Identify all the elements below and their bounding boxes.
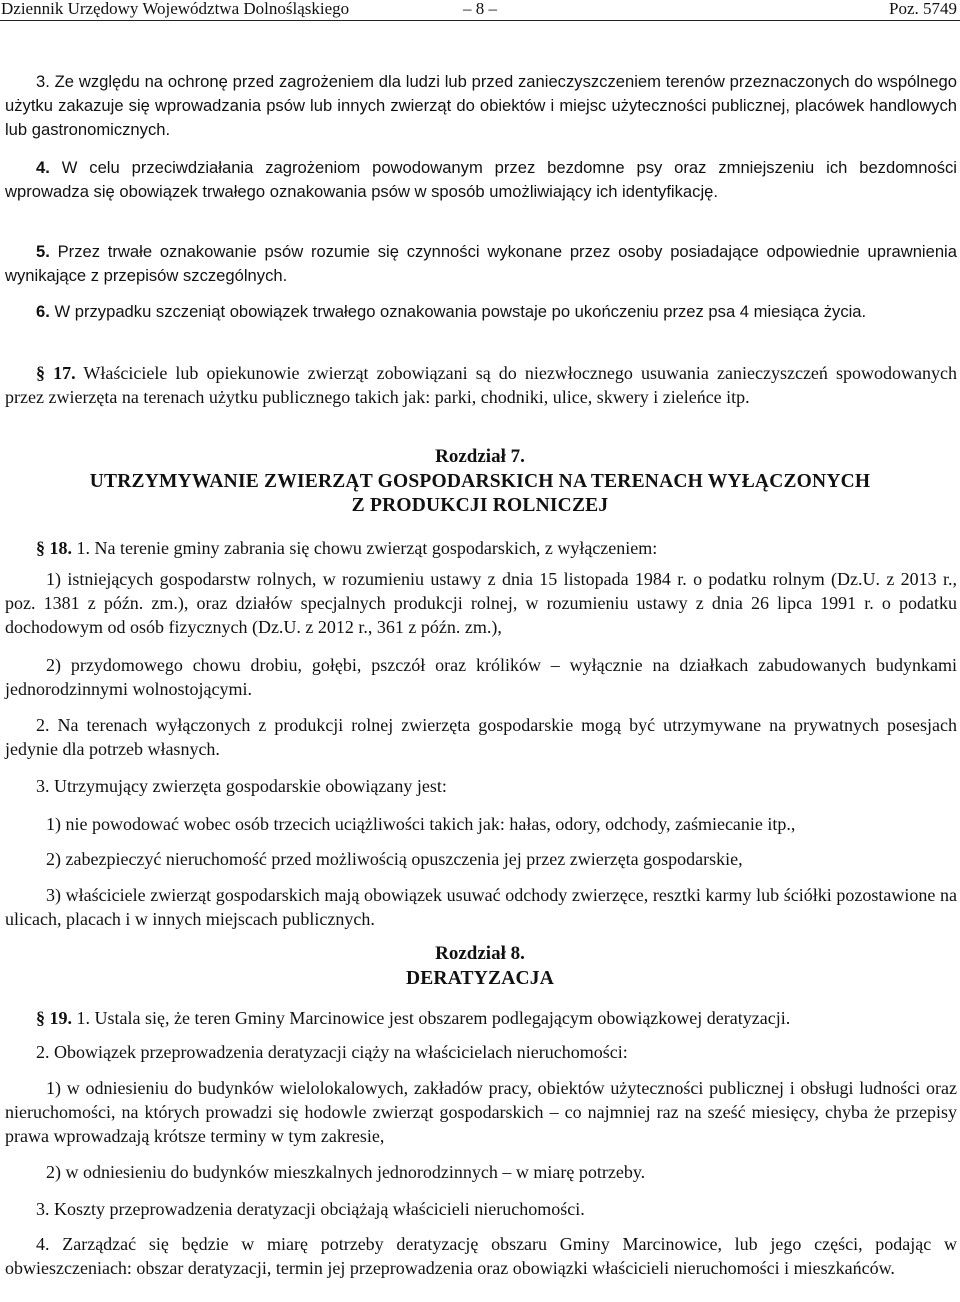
section-19-paragraph-3: 3. Koszty przeprowadzenia deratyzacji obciążają właścicieli nieruchomości. [36,1199,585,1219]
chapter-8-heading: DERATYZACJA [405,968,555,989]
paragraph-5 [5,240,957,288]
journal-title: Dziennik Urzędowy Województwa Dolnośląskiego [1,0,350,18]
section-19-paragraph-2-item-2: 2) w odniesieniu do budynków mieszkalnych jednorodzinnych – w miarę potrzeby. [46,1162,646,1182]
chapter-7-heading-line2: Z PRODUKCJI ROLNICZEJ [351,495,609,516]
section-text: 1. Na terenie gminy zabrania się chowu zwierząt gospodarskich, z wyłączeniem: [76,538,658,558]
page-number: – 8 – [463,0,497,18]
paragraph-text: Ze względu na ochronę przed zagrożeniem dla ludzi lub przed zanieczyszczeniem terenów przeznaczonych do wspólnego użytku zakazuje się wprowadzania psów lub innych zwierząt do obiektów i miejsc użyteczności publicznej, placówek handlowych lub gastronomicznych. [5,72,957,139]
section-number: § 17. [36,363,76,383]
paragraph-number: 4. [36,158,50,177]
section-number: § 18. [36,538,72,558]
section-17 [5,361,957,409]
paragraph-6 [5,300,957,324]
paragraph-number: 5. [36,242,50,261]
section-18 [5,536,957,560]
section-19-paragraph-2-item-1: 1) w odniesieniu do budynków wielolokalowych, zakładów pracy, obiektów użyteczności publicznej i obsługi ludności oraz nieruchomości, na których prowadzi się hodowle zwierząt gospodarskich – co najmniej raz na sześć miesięcy, chyba że przepisy prawa wprowadzają krótsze terminy w tym zakresie, [5,1078,957,1146]
chapter-8-title: Rozdział 8. [435,943,525,964]
section-number: § 19. [36,1008,72,1028]
section-19-paragraph-2: 2. Obowiązek przeprowadzenia deratyzacji ciąży na właścicielach nieruchomości: [36,1042,628,1062]
page-header [0,0,960,21]
section-18-item-2: 2) przydomowego chowu drobiu, gołębi, pszczół oraz królików – wyłącznie na działkach zabudowanych budynkami jednorodzinnymi wolnostojącymi. [5,655,957,699]
section-19-paragraph-4: 4. Zarządzać się będzie w miarę potrzeby deratyzację obszaru Gminy Marcinowice, lub jego części, podając w obwieszczeniach: obszar deratyzacji, termin jej przeprowadzenia oraz obowiązki właścicieli nieruchomości i mieszkańców. [5,1234,957,1278]
section-text: 1. Ustala się, że teren Gminy Marcinowice jest obszarem podlegającym obowiązkowej deratyzacji. [76,1008,791,1028]
paragraph-number: 3. [36,72,50,91]
section-18-paragraph-3: 3. Utrzymujący zwierzęta gospodarskie obowiązany jest: [36,776,447,796]
section-18-paragraph-2: 2. Na terenach wyłączonych z produkcji rolnej zwierzęta gospodarskie mogą być utrzymywane na prywatnych posesjach jedynie dla potrzeb własnych. [5,715,957,759]
position-number: Poz. 5749 [889,0,957,18]
chapter-7-title: Rozdział 7. [435,446,525,467]
section-18-paragraph-3-item-2: 2) zabezpieczyć nieruchomość przed możliwością opuszczenia jej przez zwierzęta gospodarskie, [46,849,743,869]
section-18-item-1: 1) istniejących gospodarstw rolnych, w rozumieniu ustawy z dnia 15 listopada 1984 r. o podatku rolnym (Dz.U. z 2013 r., poz. 1381 z późn. zm.), oraz działów specjalnych produkcji rolnej, w rozumieniu ustawy z dnia 26 lipca 1991 r. o podatku dochodowym od osób fizycznych (Dz.U. z 2012 r., 361 z późn. zm.), [5,569,957,637]
paragraph-number: 6. [36,302,50,321]
section-text: Właściciele lub opiekunowie zwierząt zobowiązani są do niezwłocznego usuwania zanieczyszczeń spowodowanych przez zwierzęta na terenach użytku publicznego takich jak: parki, chodniki, ulice, skwery i zieleńce itp. [5,363,958,407]
paragraph-text: W przypadku szczeniąt obowiązek trwałego oznakowania powstaje po ukończeniu przez psa 4 miesiąca życia. [54,302,867,321]
chapter-7-heading-line1: UTRZYMYWANIE ZWIERZĄT GOSPODARSKICH NA TERENACH WYŁĄCZONYCH [89,471,871,492]
paragraph-3 [5,70,957,142]
paragraph-text: W celu przeciwdziałania zagrożeniom powodowanym przez bezdomne psy oraz zmniejszeniu ich bezdomności wprowadza się obowiązek trwałego oznakowania psów w sposób umożliwiający ich identyfikację. [5,158,957,201]
paragraph-text: Przez trwałe oznakowanie psów rozumie się czynności wykonane przez osoby posiadające odpowiednie uprawnienia wynikające z przepisów szczególnych. [5,242,957,285]
section-19 [5,1006,957,1030]
section-18-paragraph-3-item-3: 3) właściciele zwierząt gospodarskich mają obowiązek usuwać odchody zwierzęce, resztki karmy lub ściółki pozostawione na ulicach, placach i w innych miejscach publicznych. [5,885,957,929]
paragraph-4 [5,156,957,204]
section-18-paragraph-3-item-1: 1) nie powodować wobec osób trzecich uciążliwości takich jak: hałas, odory, odchody, zaśmiecanie itp., [46,814,796,834]
